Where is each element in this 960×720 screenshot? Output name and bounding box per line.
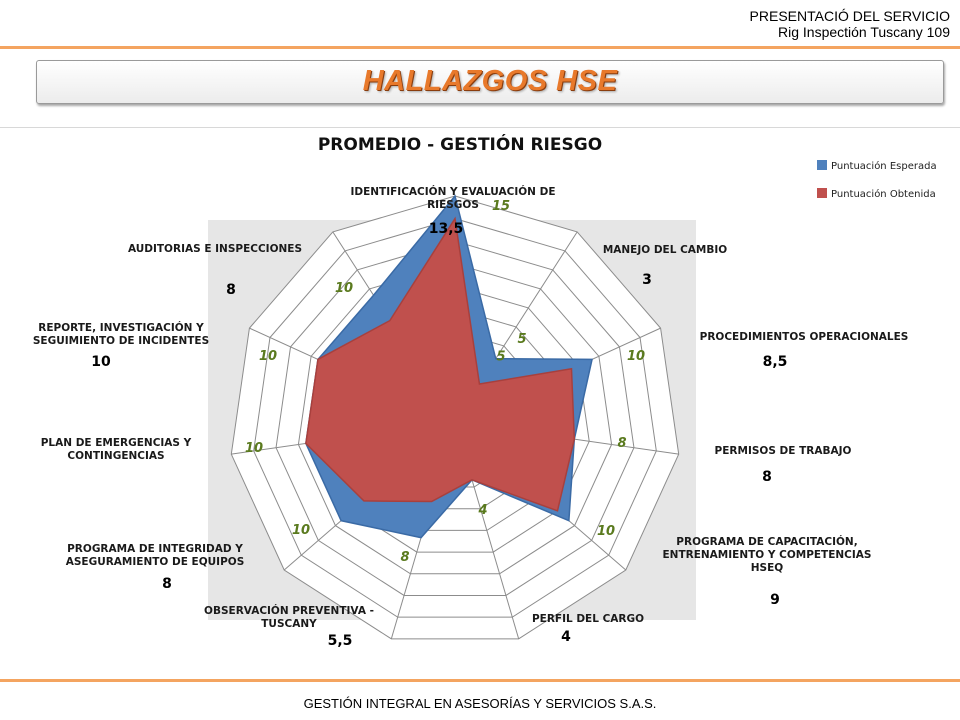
header-rig-name: Rig Inspectión Tuscany 109 [778,24,950,40]
category-label [532,613,644,625]
category-label [33,321,209,347]
category-label [41,437,192,462]
obtained-score-label: 9 [770,592,780,608]
expected-value-label: 5 [517,332,527,347]
category-label-line: RIESGOS [427,199,479,211]
legend-label-obtained: Puntuación Obtenida [831,189,936,200]
slide-title: HALLAZGOS HSE [362,65,618,97]
obtained-score-label: 13,5 [428,221,464,237]
legend-swatch-expected [817,160,827,170]
obtained-score-label: 3 [642,272,652,288]
obtained-score-label: 8,5 [762,354,788,370]
expected-value-label: 10 [291,523,311,538]
legend-swatch-obtained [817,188,827,198]
expected-value-label: 10 [596,524,616,539]
category-label-line: PERFIL DEL CARGO [531,613,645,625]
obtained-score-label: 8 [162,576,172,592]
expected-value-label: 8 [617,436,627,451]
category-label [603,244,727,256]
obtained-score-label: 8 [226,282,236,298]
chart-title: PROMEDIO - GESTIÓN RIESGO [317,135,603,155]
radial-tick-label: 5 [496,349,506,365]
category-label-line: MANEJO DEL CAMBIO [602,244,728,256]
obtained-score-label: 5,5 [327,633,353,649]
category-label [128,243,302,255]
category-label-line: PROGRAMA DE CAPACITACIÓN, [676,536,858,548]
expected-value-label: 10 [334,281,354,296]
category-label-line: HSEQ [750,562,784,574]
footer-company: GESTIÓN INTEGRAL EN ASESORÍAS Y SERVICIOS S.A.S. [303,696,657,711]
category-label-line: REPORTE, INVESTIGACIÓN Y [38,322,204,334]
legend [817,160,937,200]
expected-value-label: 8 [400,550,410,565]
obtained-score-label: 4 [561,629,571,645]
category-label-line: PROCEDIMIENTOS OPERACIONALES [699,331,909,343]
expected-value-label: 10 [244,441,264,456]
category-label-line: ASEGURAMIENTO DE EQUIPOS [65,556,245,568]
header-service-title: PRESENTACIÓ DEL SERVICIO [749,8,950,24]
category-label-line: PROGRAMA DE INTEGRIDAD Y [67,543,243,555]
category-label-line: SEGUIMIENTO DE INCIDENTES [32,335,210,347]
obtained-score-label: 10 [91,354,111,370]
category-label-line: TUSCANY [261,618,317,630]
category-label-line: AUDITORIAS E INSPECCIONES [127,243,303,255]
obtained-score-label: 8 [762,469,772,485]
category-label-line: CONTINGENCIAS [67,450,165,462]
category-label-line: IDENTIFICACIÓN Y EVALUACIÓN DE [350,186,556,198]
category-label [66,543,245,568]
expected-value-label: 4 [478,503,488,518]
category-label-line: ENTRENAMIENTO Y COMPETENCIAS [662,549,872,561]
category-label-line: PLAN DE EMERGENCIAS Y [40,437,192,449]
category-label [715,445,852,457]
bottom-divider [0,679,960,682]
legend-label-expected: Puntuación Esperada [831,161,937,172]
category-label [700,331,909,343]
expected-value-label: 10 [626,349,646,364]
category-label-line: OBSERVACIÓN PREVENTIVA - [204,605,374,617]
radial-tick-label: 15 [491,199,511,214]
expected-value-label: 10 [258,349,278,364]
category-label-line: PERMISOS DE TRABAJO [714,445,852,457]
